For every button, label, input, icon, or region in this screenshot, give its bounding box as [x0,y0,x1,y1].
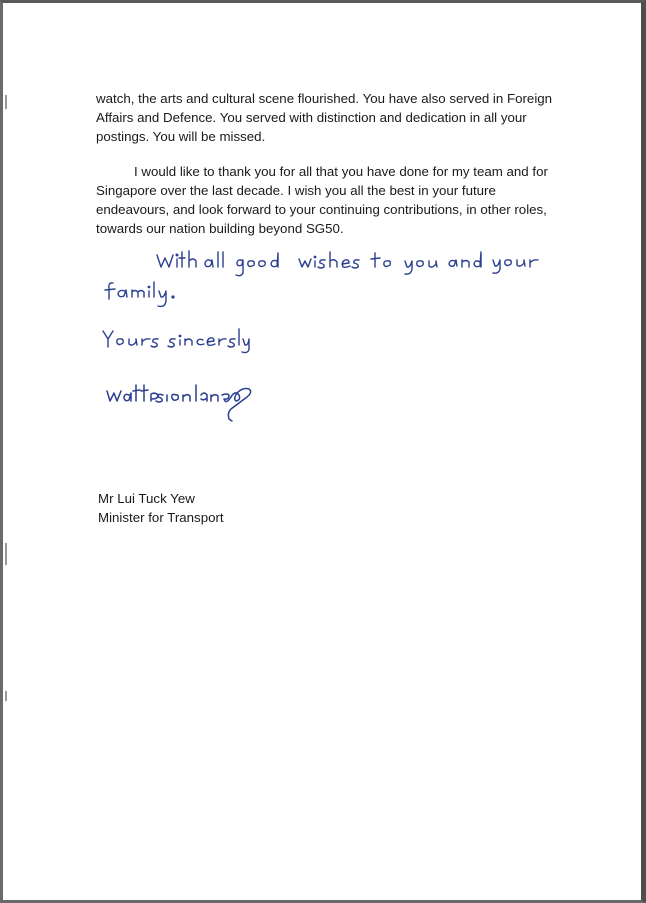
signatory-block [98,489,224,527]
paragraph-line: watch, the arts and cultural scene flourished. You have also served in Foreign [96,91,553,106]
signatory-title: Minister for Transport [98,510,224,525]
handwritten-sign-off [101,325,251,355]
paragraph-line: endeavours, and look forward to your continuing contributions, in other roles, [96,202,547,217]
handwritten-closing-line-1 [153,247,543,279]
scan-edge-mark [5,543,7,565]
handwritten-closing-line-2 [103,277,213,313]
scan-edge-mark [5,95,7,109]
signatory-name: Mr Lui Tuck Yew [98,491,195,506]
paragraph-line: Affairs and Defence. You served with distinction and dedication in all your [96,110,527,125]
scan-edge-mark [5,691,7,701]
paragraph-line: postings. You will be missed. [96,129,266,144]
letter-paragraph-1 [96,89,586,146]
paragraph-line: towards our nation building beyond SG50. [96,221,344,236]
letter-paragraph-2 [96,162,586,238]
paragraph-line: I would like to thank you for all that you have done for my team and for [134,164,548,179]
signature-image [103,375,263,427]
paragraph-line: Singapore over the last decade. I wish you all the best in your future [96,183,496,198]
